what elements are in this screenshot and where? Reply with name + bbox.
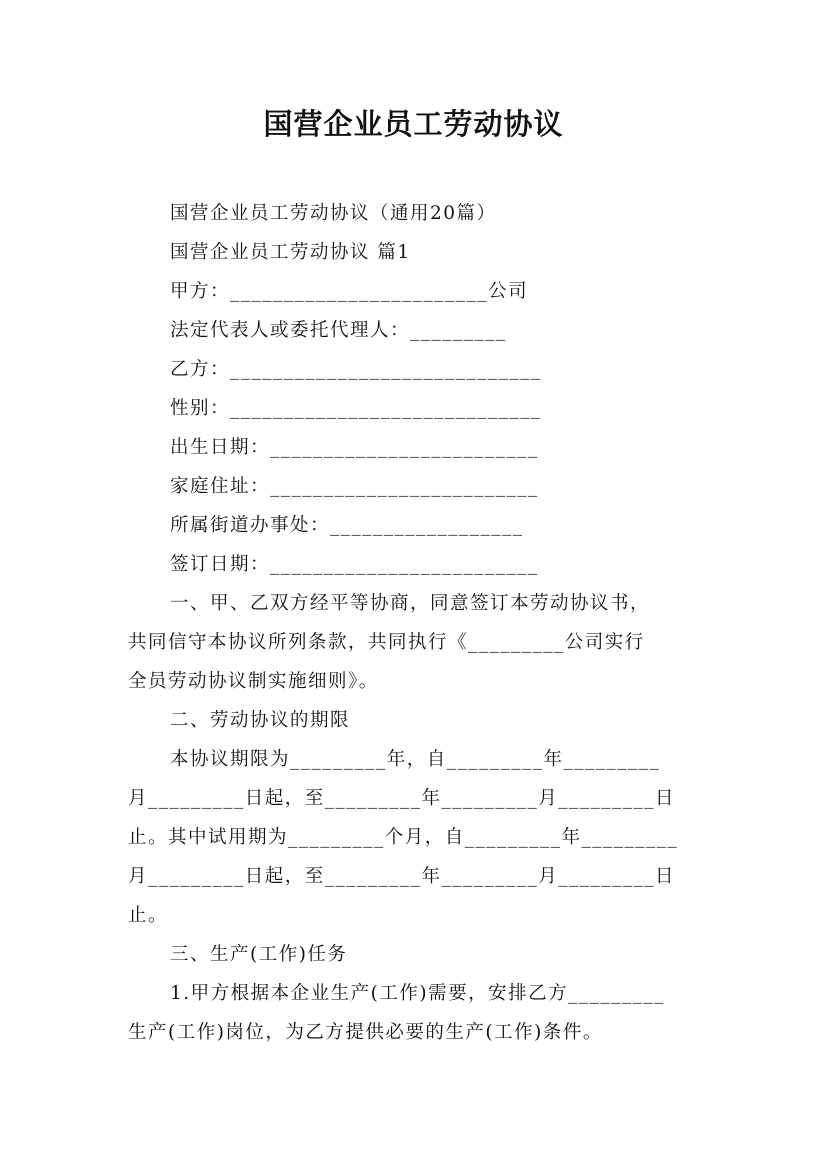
paragraph-line: 生产(工作)岗位，为乙方提供必要的生产(工作)条件。 [128, 1022, 603, 1043]
document-title: 国营企业员工劳动协议 [263, 107, 564, 141]
birth-date-field: 出生日期：_________________________ [170, 437, 539, 458]
legal-rep-field: 法定代表人或委托代理人：_________ [170, 320, 507, 341]
paragraph-line: 一、甲、乙双方经平等协商，同意签订本劳动协议书， [170, 593, 651, 614]
sub-district-field: 所属街道办事处：__________________ [170, 515, 524, 536]
paragraph-line: 止。 [128, 905, 169, 926]
paragraph-line: 月_________日起，至_________年_________月_________日 [128, 788, 676, 809]
paragraph-line: 本协议期限为_________年，自_________年_________ [170, 749, 661, 770]
home-address-field: 家庭住址：_________________________ [170, 476, 539, 497]
party-a-field: 甲方：________________________公司 [170, 281, 529, 302]
gender-field: 性别：_____________________________ [170, 398, 542, 419]
section-heading: 三、生产(工作)任务 [170, 944, 348, 965]
paragraph-line: 共同信守本协议所列条款，共同执行《_________公司实行 [128, 632, 645, 653]
signing-date-field: 签订日期：_________________________ [170, 554, 539, 575]
paragraph-line: 月_________日起，至_________年_________月_________日 [128, 866, 676, 887]
paragraph-line: 1.甲方根据本企业生产(工作)需要，安排乙方_________ [170, 983, 665, 1004]
section-heading: 二、劳动协议的期限 [170, 710, 351, 731]
paragraph-line: 止。其中试用期为_________个月，自_________年_________ [128, 827, 679, 848]
section-heading: 国营企业员工劳动协议 篇1 [170, 242, 411, 263]
party-b-field: 乙方：_____________________________ [170, 359, 542, 380]
subtitle-line: 国营企业员工劳动协议（通用20篇） [170, 203, 497, 224]
paragraph-line: 全员劳动协议制实施细则》。 [128, 671, 379, 692]
